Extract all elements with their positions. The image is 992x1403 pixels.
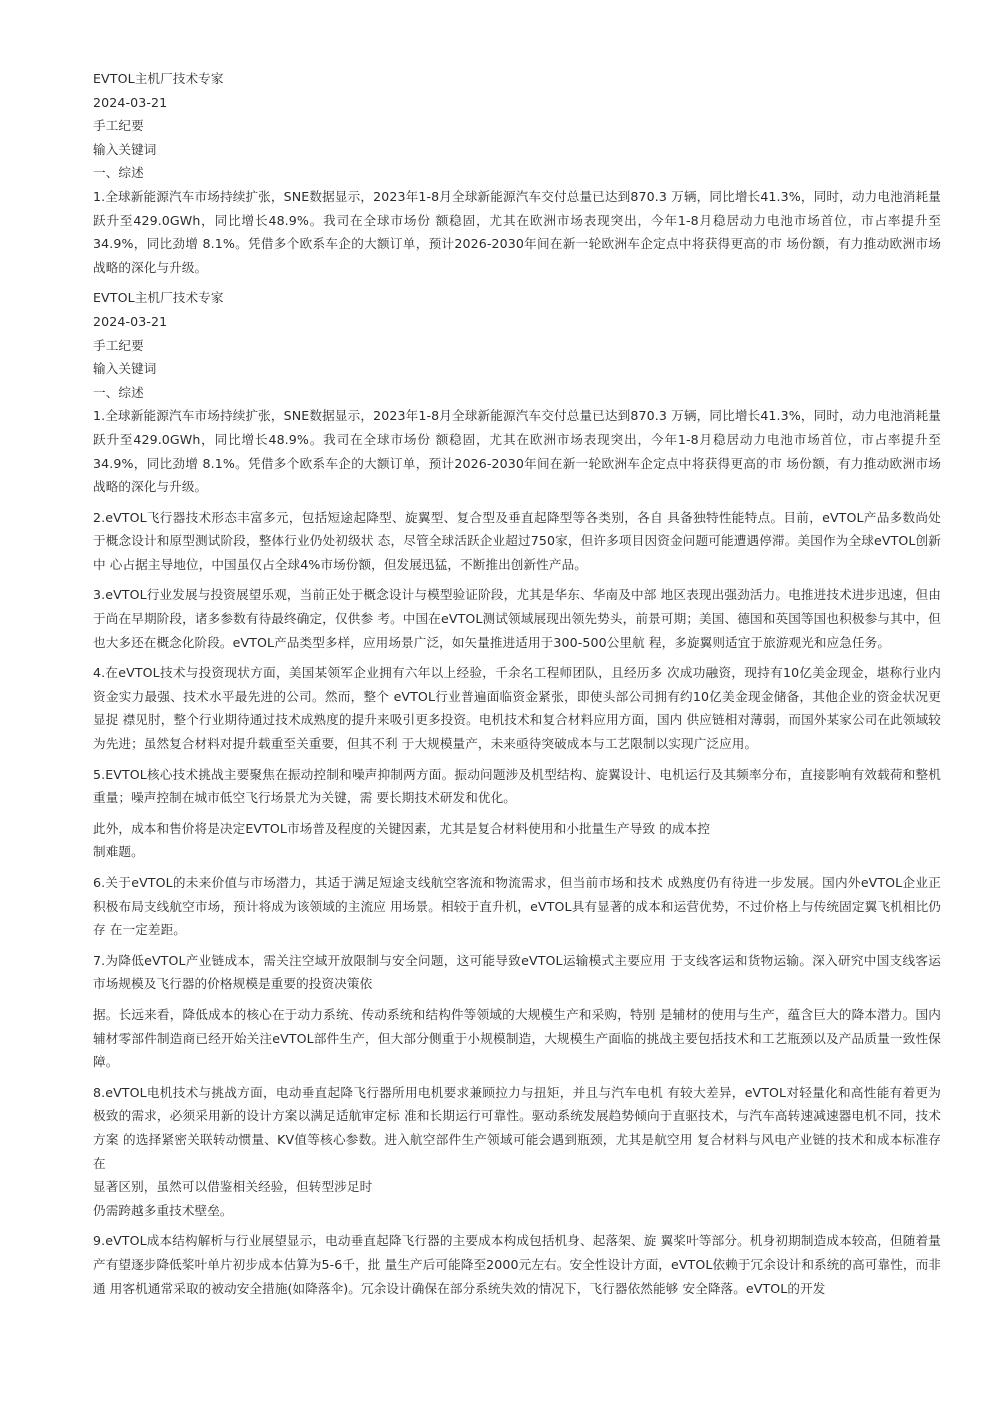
paragraph-3: 3.eVTOL行业发展与投资展望乐观，当前正处于概念设计与模型验证阶段，尤其是华东、华南及中部 地区表现出强劲活力。电推进技术进步迅速，但由于尚在早期阶段，诸多参数有待最终确定，仅供参 考。中国在eVTOL测试领域展现出领先势头，前景可期；美国、德国和英国等国也积极参与其中，但 也大多还在概念化阶段。eVTOL产品类型多样，应用场景广泛，如矢量推进适用于300-500公里航 程，多旋翼则适宜于旅游观光和应急任务。: [93, 587, 941, 650]
paragraph-5b-line-1: 此外，成本和售价将是决定EVTOL市场普及程度的关键因素，尤其是复合材料使用和小批量生产导致 的成本控: [93, 820, 711, 836]
section-heading: 一、综述: [93, 384, 144, 400]
record-type: 手工纪要: [93, 337, 144, 353]
paragraph-1-repeat: 1.全球新能源汽车市场持续扩张，SNE数据显示，2023年1-8月全球新能源汽车交付总量已达到870.3 万辆，同比增长41.3%，同时，动力电池消耗量跃升至429.0GWh，同比增长48.9%。我司在全球市场份 额稳固，尤其在欧洲市场表现突出，今年1-8月稳居动力电池市场首位，市占率提升至34.9%，同比劲增 8.1%。凭借多个欧系车企的大额订单，预计2026-2030年间在新一轮欧洲车企定点中将获得更高的市 场份额，有力推动欧洲市场战略的深化与升级。: [93, 408, 941, 495]
paragraph-7: 7.为降低eVTOL产业链成本，需关注空域开放限制与安全问题，这可能导致eVTOL运输模式主要应用 于支线客运和货物运输。深入研究中国支线客运市场规模及飞行器的价格规模是重要的投资决策依: [93, 952, 941, 992]
paragraph-5: 5.EVTOL核心技术挑战主要聚焦在振动控制和噪声抑制两方面。振动问题涉及机型结构、旋翼设计、电机运行及其频率分布，直接影响有效载荷和整机重量；噪声控制在城市低空飞行场景尤为关键，需 要长期技术研发和优化。: [93, 766, 941, 806]
author-title: EVTOL主机厂技术专家: [93, 290, 224, 306]
paragraph-8-body: 8.eVTOL电机技术与挑战方面，电动垂直起降飞行器所用电机要求兼顾拉力与扭矩，并且与汽车电机 有较大差异，eVTOL对轻量化和高性能有着更为极致的需求，必须采用新的设计方案以满足适航审定标 准和长期运行可靠性。驱动系统发展趋势倾向于直驱技术，与汽车高转速减速器电机不同，技术方案 的选择紧密关联转动惯量、KV值等核心参数。进入航空部件生产领域可能会遇到瓶颈，尤其是航空用 复合材料与风电产业链的技术和成本标准存在: [93, 1084, 941, 1171]
record-type: 手工纪要: [93, 118, 144, 134]
paragraph-5b-line-2: 制难题。: [93, 844, 144, 860]
paragraph-5-continued: [93, 817, 941, 864]
paragraph-6: 6.关于eVTOL的未来价值与市场潜力，其适于满足短途支线航空客流和物流需求，但当前市场和技术 成熟度仍有待进一步发展。国内外eVTOL企业正积极布局支线航空市场，预计将成为该领域的主流应 用场景。相较于直升机，eVTOL具有显著的成本和运营优势，不过价格上与传统固定翼飞机相比仍存 在一定差距。: [93, 875, 941, 938]
paragraph-4: 4.在eVTOL技术与投资现状方面，美国某领军企业拥有六年以上经验，千余名工程师团队，且经历多 次成功融资，现持有10亿美金现金，堪称行业内资金实力最强、技术水平最先进的公司。然而，整个 eVTOL行业普遍面临资金紧张，即使头部公司拥有约10亿美金现金储备，其他企业的资金状况更显捉 襟见肘，整个行业期待通过技术成熟度的提升来吸引更多投资。电机技术和复合材料应用方面，国内 供应链相对薄弱，而国外某家公司在此领域较为先进；虽然复合材料对提升载重至关重要，但其不利 于大规模量产，未来亟待突破成本与工艺限制以实现广泛应用。: [93, 665, 941, 752]
paragraph-7-continued: 据。长远来看，降低成本的核心在于动力系统、传动系统和结构件等领域的大规模生产和采购，特别 是辅材的使用与生产，蕴含巨大的降本潜力。国内辅材零部件制造商已经开始关注eVTOL部件生产，但大部分侧重于小规模制造，大规模生产面临的挑战主要包括技术和工艺瓶颈以及产品质量一致性保 障。: [93, 1006, 941, 1070]
paragraph-8-line-3: 仍需跨越多重技术壁垒。: [93, 1202, 233, 1218]
header-block-1: [93, 67, 941, 185]
paragraph-2: 2.eVTOL飞行器技术形态丰富多元，包括短途起降型、旋翼型、复合型及垂直起降型等各类别，各自 具备独特性能特点。目前，eVTOL产品多数尚处于概念设计和原型测试阶段，整体行业仍处初级状 态，尽管全球活跃企业超过750家，但许多项目因资金问题可能遭遇停滞。美国作为全球eVTOL创新中 心占据主导地位，中国虽仅占全球4%市场份额，但发展迅猛，不断推出创新性产品。: [93, 509, 941, 572]
document-page: [93, 67, 941, 1300]
paragraph-8-line-2: 显著区别，虽然可以借鉴相关经验，但转型涉足时: [93, 1179, 373, 1195]
section-heading: 一、综述: [93, 165, 144, 181]
date-text: 2024-03-21: [93, 94, 168, 110]
paragraph-9: 9.eVTOL成本结构解析与行业展望显示，电动垂直起降飞行器的主要成本构成包括机身、起落架、旋 翼桨叶等部分。机身初期制造成本较高，但随着量产有望逐步降低桨叶单片初步成本估算为5-6千，批 量生产后可能降至2000元左右。安全性设计方面，eVTOL依赖于冗余设计和系统的高可靠性，而非通 用客机通常采取的被动安全措施(如降落伞)。冗余设计确保在部分系统失效的情况下，飞行器依然能够 安全降落。eVTOL的开发: [93, 1233, 941, 1296]
author-title: EVTOL主机厂技术专家: [93, 71, 224, 86]
paragraph-1: 1.全球新能源汽车市场持续扩张，SNE数据显示，2023年1-8月全球新能源汽车交付总量已达到870.3 万辆，同比增长41.3%，同时，动力电池消耗量跃升至429.0GWh，同比增长48.9%。我司在全球市场份 额稳固，尤其在欧洲市场表现突出，今年1-8月稳居动力电池市场首位，市占率提升至34.9%，同比劲增 8.1%。凭借多个欧系车企的大额订单，预计2026-2030年间在新一轮欧洲车企定点中将获得更高的市 场份额，有力推动欧洲市场战略的深化与升级。: [93, 188, 941, 275]
paragraph-8: [93, 1081, 941, 1223]
header-block-2: [93, 286, 941, 404]
keywords-label: 输入关键词: [93, 141, 157, 157]
date-text: 2024-03-21: [93, 313, 168, 329]
keywords-label: 输入关键词: [93, 361, 157, 377]
